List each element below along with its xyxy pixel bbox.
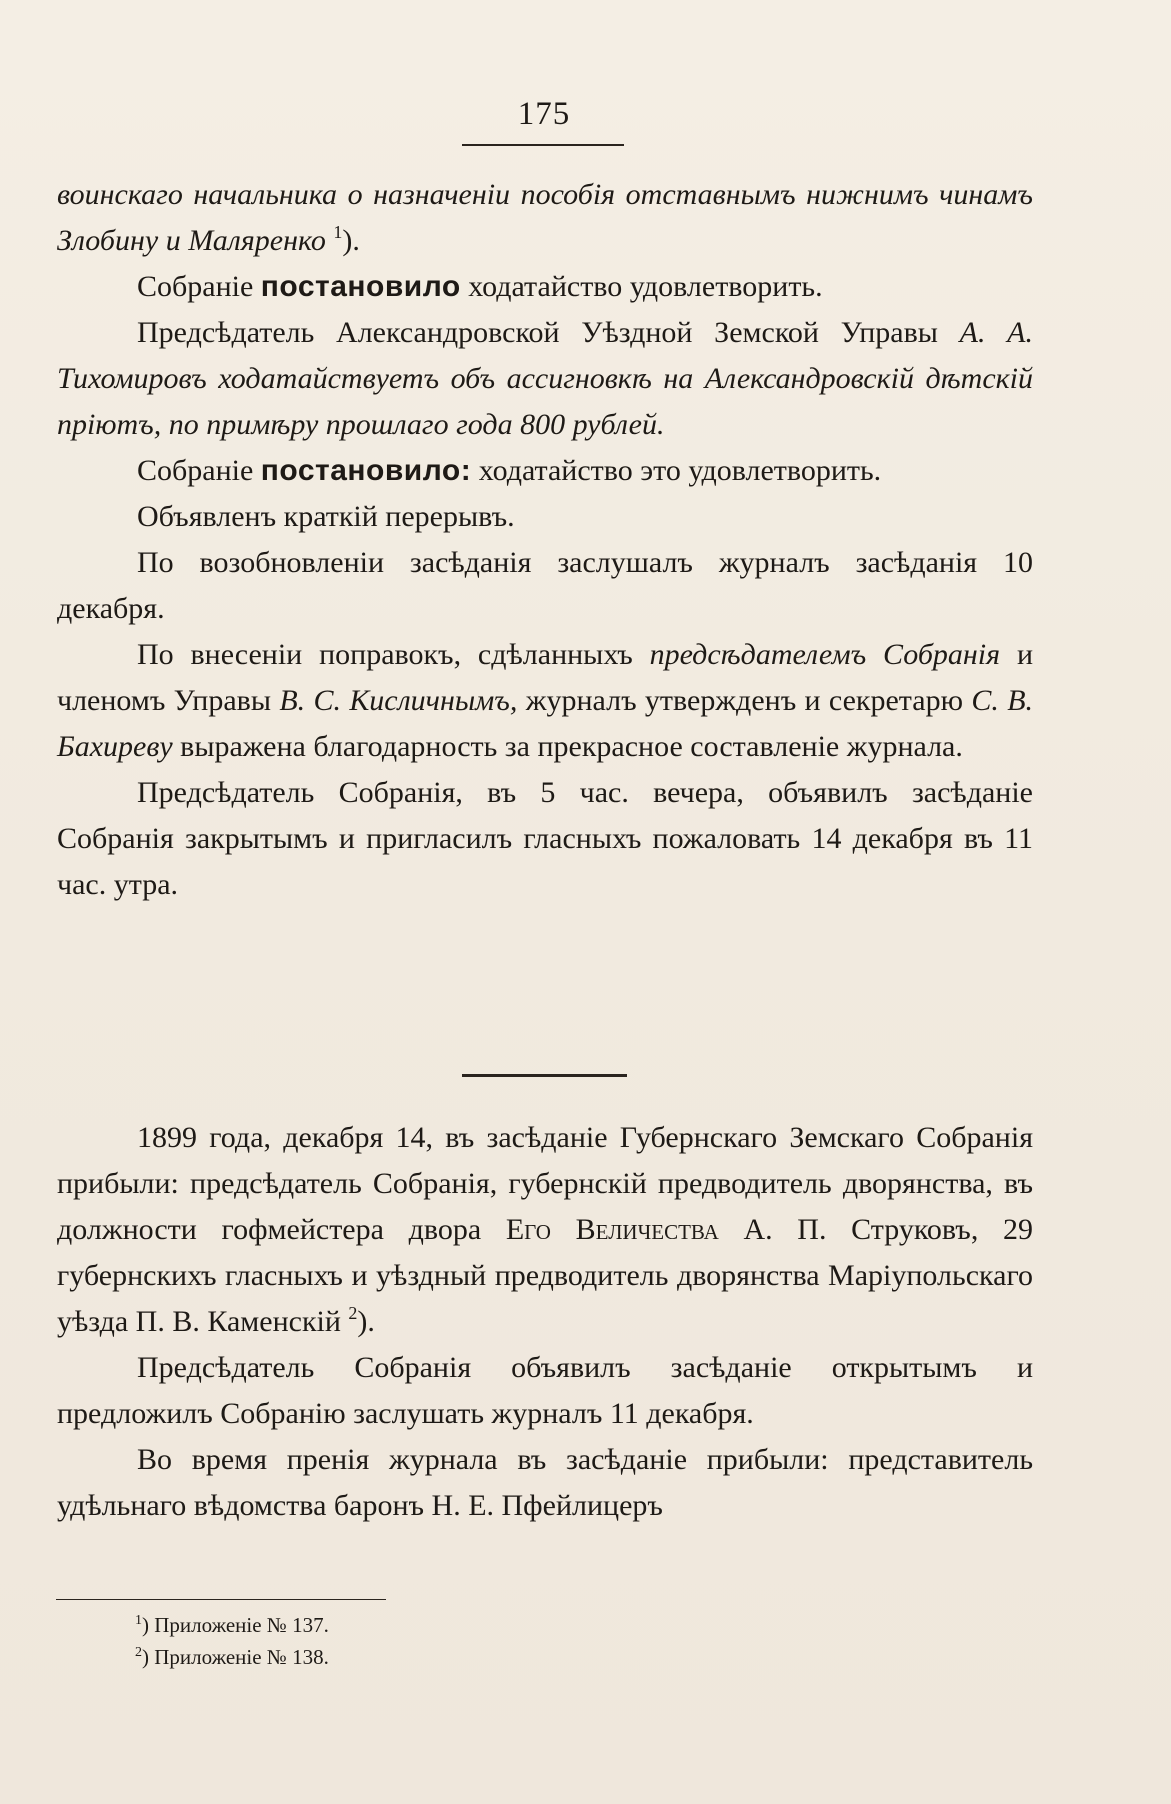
paragraph-10: Предсѣдатель Собранія объявилъ засѣданіе открытымъ и предложилъ Собранію заслушать журналъ 11 декабря. [57,1351,1033,1430]
paragraph-9-smallcaps: Его Величества [505,1213,719,1246]
paragraph-1-end: ). [342,224,360,257]
paragraph-1-italic: воинскаго начальника о назначеніи пособія отставнымъ нижнимъ чинамъ Злобину и Маляренко [57,178,1033,257]
paragraph-3 [57,310,1033,448]
paragraph-2 [57,264,1033,310]
paragraph-7-text-a: По внесеніи поправокъ, сдѣланныхъ [137,638,633,671]
footnote-2-mark: 2 [135,1645,142,1660]
footnote-1 [135,1609,329,1641]
resolution-keyword-2: постановило: [260,454,472,487]
paragraph-5: Объявленъ краткій перерывъ. [137,500,515,533]
footnote-2-paren: ) [142,1645,149,1669]
paragraph-9-end: ). [357,1305,375,1338]
paragraph-11: Во время пренія журнала въ засѣданіе прибыли: представитель удѣльнаго вѣдомства баронъ Н. Е. Пфейлицеръ [57,1443,1033,1522]
footnote-1-mark: 1 [135,1613,142,1628]
footnote-1-text: Приложеніе № 137. [154,1613,329,1637]
footnote-2-text: Приложеніе № 138. [154,1645,329,1669]
section-2 [57,1115,1033,1529]
paragraph-7-text-e: журналъ утвержденъ и секретарю [525,684,964,717]
section-divider [462,1074,627,1077]
paragraph-2-text-c: ходатайство удовлетворить. [468,270,823,303]
paragraph-4-text-a: Собраніе [137,454,254,487]
paragraph-4 [57,448,1033,494]
paragraph-7-text-c: и членомъ Управы [57,638,1034,717]
footnote-rule [56,1599,386,1600]
header-rule [462,144,624,146]
footnote-1-paren: ) [142,1613,149,1637]
paragraph-4-text-c: ходатайство это удовлетворить. [478,454,882,487]
footnote-2 [135,1641,329,1673]
footnotes [135,1609,329,1673]
paragraph-3-italic: А. А. Тихомировъ ходатайствуетъ объ ассигновкѣ на Александровскій дѣтскій пріютъ, по примѣру прошлаго года 800 рублей. [57,316,1033,441]
paragraph-7-italic-f: С. В. Бахиреву [57,684,1034,763]
paragraph-7 [57,632,1033,770]
paragraph-7-italic-b: предсѣдателемъ Собранія [649,638,1001,671]
paragraph-9-text-c: А. П. Струковъ, 29 губернскихъ гласныхъ и уѣздный предводитель дворянства Маріупольскаго уѣзда П. В. Каменскій [57,1213,1033,1338]
paragraph-8: Предсѣдатель Собранія, въ 5 час. вечера, объявилъ засѣданіе Собранія закрытымъ и пригласилъ гласныхъ пожаловать 14 декабря въ 11 час. утра. [57,776,1033,901]
footnote-ref-1: 1 [333,222,343,242]
paragraph-7-italic-d: В. С. Кисличнымъ, [279,684,518,717]
paragraph-3-text-a: Предсѣдатель Александровской Уѣздной Земской Управы [137,316,938,349]
section-1 [57,172,1033,908]
paragraph-1 [57,172,1033,264]
paragraph-7-text-g: выражена благодарность за прекрасное составленіе журнала. [180,730,963,763]
paragraph-6: По возобновленіи засѣданія заслушалъ журналъ засѣданія 10 декабря. [57,546,1033,625]
page-number: 175 [517,96,571,132]
resolution-keyword: постановило [260,270,461,303]
paragraph-9-text-a: 1899 года, декабря 14, въ засѣданіе Губернскаго Земскаго Собранія прибыли: предсѣдатель Собранія, губернскій предводитель дворянства, въ должности гофмейстера двора [57,1121,1033,1246]
paragraph-2-text-a: Собраніе [137,270,254,303]
footnote-ref-2: 2 [348,1303,358,1323]
paragraph-9 [57,1115,1033,1345]
